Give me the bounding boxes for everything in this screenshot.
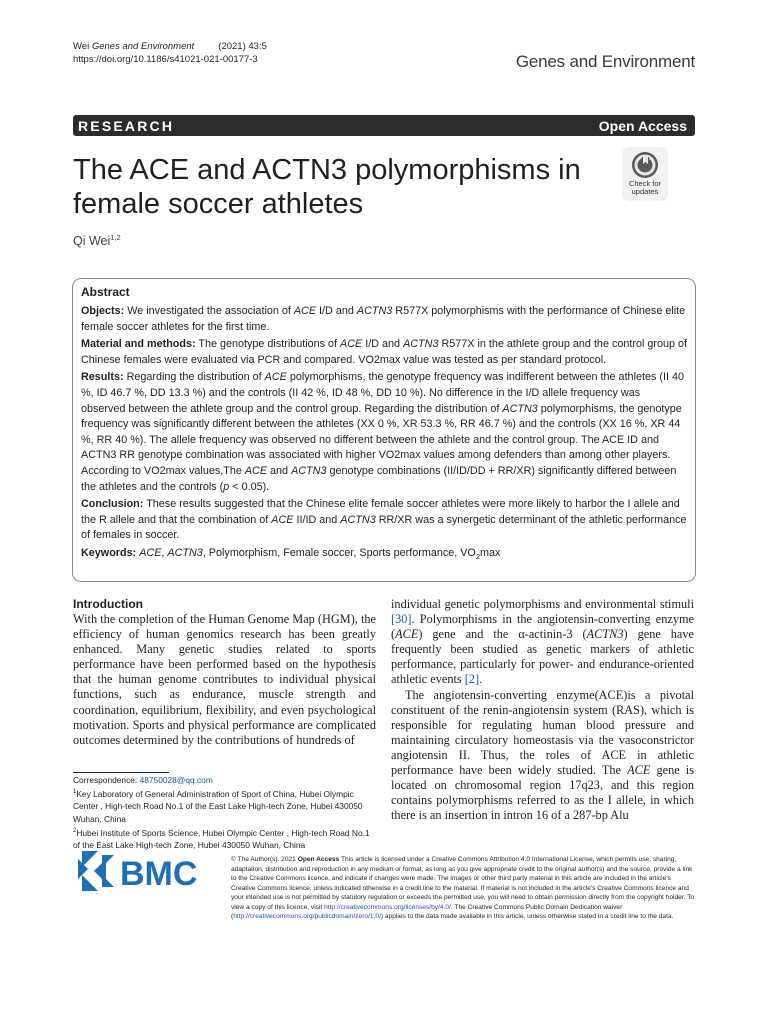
reference-link[interactable]: [2] (464, 672, 480, 687)
author-affiliation: 1,2 (110, 233, 121, 242)
doi-link[interactable]: https://doi.org/10.1186/s41021-021-00177-3 (73, 54, 258, 65)
cc0-link[interactable]: http://creativecommons.org/publicdomain/zero/1.0/ (233, 913, 381, 920)
check-updates-line2: updates (631, 187, 659, 196)
footnote-divider (73, 772, 169, 773)
license-text: © The Author(s). 2021 Open Access This article is licensed under a Creative Commons Attribution 4.0 International License, which permits use, sharing, adaptation, distribution and reproduction in any medium or format, as long as you give appropriate credit to the original author(s) and the source, provide a link to the Creative Commons licence, and indicate if changes were made. The images or other third party material in this article are included in the article's Creative Commons licence, unless indicated otherwise in a credit line to the material. If material is not included in the article's Creative Commons licence and your intended use is not permitted by statutory regulation or exceeds the permitted use, you will need to obtain permission directly from the copyright holder. To view a copy of this licence, visit http://creativecommons.org/licenses/by/4.0/. The Creative Commons Public Domain Dedication waiver (http://creativecommons.org/publicdomain/zero/1.0/) applies to the data made available in this article, unless otherwise stated in a credit line to the data. (231, 856, 695, 920)
abstract-objects: Objects: We investigated the association of ACE I/D and ACTN3 R577X polymorphisms with the performance of Chinese elite female soccer athletes for the first time. (81, 305, 686, 333)
abstract-heading: Abstract (81, 285, 130, 299)
abstract-methods: Material and methods: The genotype distributions of ACE I/D and ACTN3 R577X in the athlete group and the control group of Chinese females were evaluated via PCR and compared. VO2max value was tested as per standard protocol. (81, 338, 687, 366)
bmc-logo-mark (76, 849, 216, 893)
reference-link[interactable]: [30] (391, 612, 412, 627)
intro-paragraph-2: The angiotensin-converting enzyme(ACE)is a pivotal constituent of the renin-angiotensin system (RAS), which is responsible for regulating human blood pressure and maintaining circulatory homeostasis via the vasoconstrictor angiotensin II. Thus, the roles of ACE in athletic performance have been widely studied. The ACE gene is located on chromosomal region 17q23, and this region contains polymorphisms referred to as the I allele, in which there is an insertion in intron 16 of a 287-bp Alu (391, 687, 694, 823)
license-link[interactable]: http://creativecommons.org/licenses/by/4.0/ (324, 903, 451, 911)
correspondence: Correspondence: 48750028@qq.com (73, 775, 213, 785)
section-label: RESEARCH (78, 117, 175, 134)
footnotes (73, 774, 376, 851)
check-updates-line1: Check for (628, 179, 662, 188)
article-title: The ACE and ACTN3 polymorphisms in female soccer athletes (73, 154, 581, 220)
cite-journal: Genes and Environment (91, 41, 195, 52)
section-heading-introduction: Introduction (73, 597, 143, 611)
bmc-logo (76, 849, 216, 898)
article-type-bar (73, 115, 695, 136)
author-name: Qi Wei (73, 234, 111, 249)
intro-paragraph-1: With the completion of the Human Genome Map (HGM), the efficiency of human genomics research has been greatly enhanced. Many genetic studies related to sports performance have been performed based on the hypothesis that the human genome contributes to individual physical functions, such as endurance, muscle strength and coordination, equilibrium, flexibility, and even psychological motivation. Sports and physical performance are complicated outcomes determined by the contributions of hundreds of (73, 612, 376, 747)
abstract-conclusion: Conclusion: These results suggested that the Chinese elite female soccer athletes were more likely to harbor the I allele and the R allele and that the combination of ACE II/ID and ACTN3 RR/XR was a synergetic determinant of the athletic performance of females in soccer. (81, 498, 687, 542)
affiliation-1: $^1$Key Laboratory of General Administration of Sport of China, Hubei Olympic Center , High-tech Road No.1 of the East Lake High-tech Zone, Hubei 430050 Wuhan, China (73, 789, 363, 824)
citation-header (73, 40, 267, 66)
cite-author: Wei (73, 41, 90, 52)
intro-paragraph-1-cont: individual genetic polymorphisms and environmental stimuli [30]. Polymorphisms in the angiotensin-converting enzyme (ACE) gene and the α-actinin-3 (ACTN3) gene have frequently been studied as genetic markers of athletic performance, particularly for power- and endurance-oriented athletic events [2]. (391, 597, 694, 687)
abstract-results: Results: Regarding the distribution of ACE polymorphisms, the genotype frequency was indifferent between the athletes (II 40 %, ID 46.7 %, DD 13.3 %) and the controls (II 42 %, ID 48 %, DD 10 %). No difference in the I/D allele frequency was observed between the athlete group and the control group. Regarding the distribution of ACTN3 polymorphisms, the genotype frequency was significantly different between the athletes (XX 0 %, XR 53.3 %, RR 46.7 %) and the controls (XX 16 %, XR 44 %, RR 40 %). The allele frequency was observed no different between the athlete and the control group. The ACE ID and ACTN3 RR genotype combination was associated with higher VO2max values among defenders than among other players. According to VO2max values,The ACE and ACTN3 genotype combinations (II/ID/DD + RR/XR) significantly differed between the athletes and the controls (p < 0.05). (81, 371, 684, 493)
open-access-label: Open Access (598, 117, 687, 134)
cite-year-volume: (2021) 43:5 (218, 41, 267, 52)
correspondence-email[interactable]: 48750028@qq.com (139, 775, 213, 785)
bmc-logo-text: BMC (120, 855, 198, 893)
journal-name: Genes and Environment (515, 52, 695, 71)
check-for-updates-badge[interactable] (622, 147, 668, 201)
author-line (73, 233, 121, 248)
body-right-column (391, 597, 694, 823)
abstract-box (72, 278, 696, 582)
check-updates-icon (630, 150, 660, 180)
body-left-column (73, 596, 376, 748)
abstract-keywords: Keywords: ACE, ACTN3, Polymorphism, Female soccer, Sports performance, $VO_2\max$ (81, 546, 501, 562)
affiliation-2: $^2$Hubei Institute of Sports Science, Hubei Olympic Center , High-tech Road No.1 of the East Lake High-tech Zone, Hubei 430050 Wuhan, China (73, 827, 370, 851)
